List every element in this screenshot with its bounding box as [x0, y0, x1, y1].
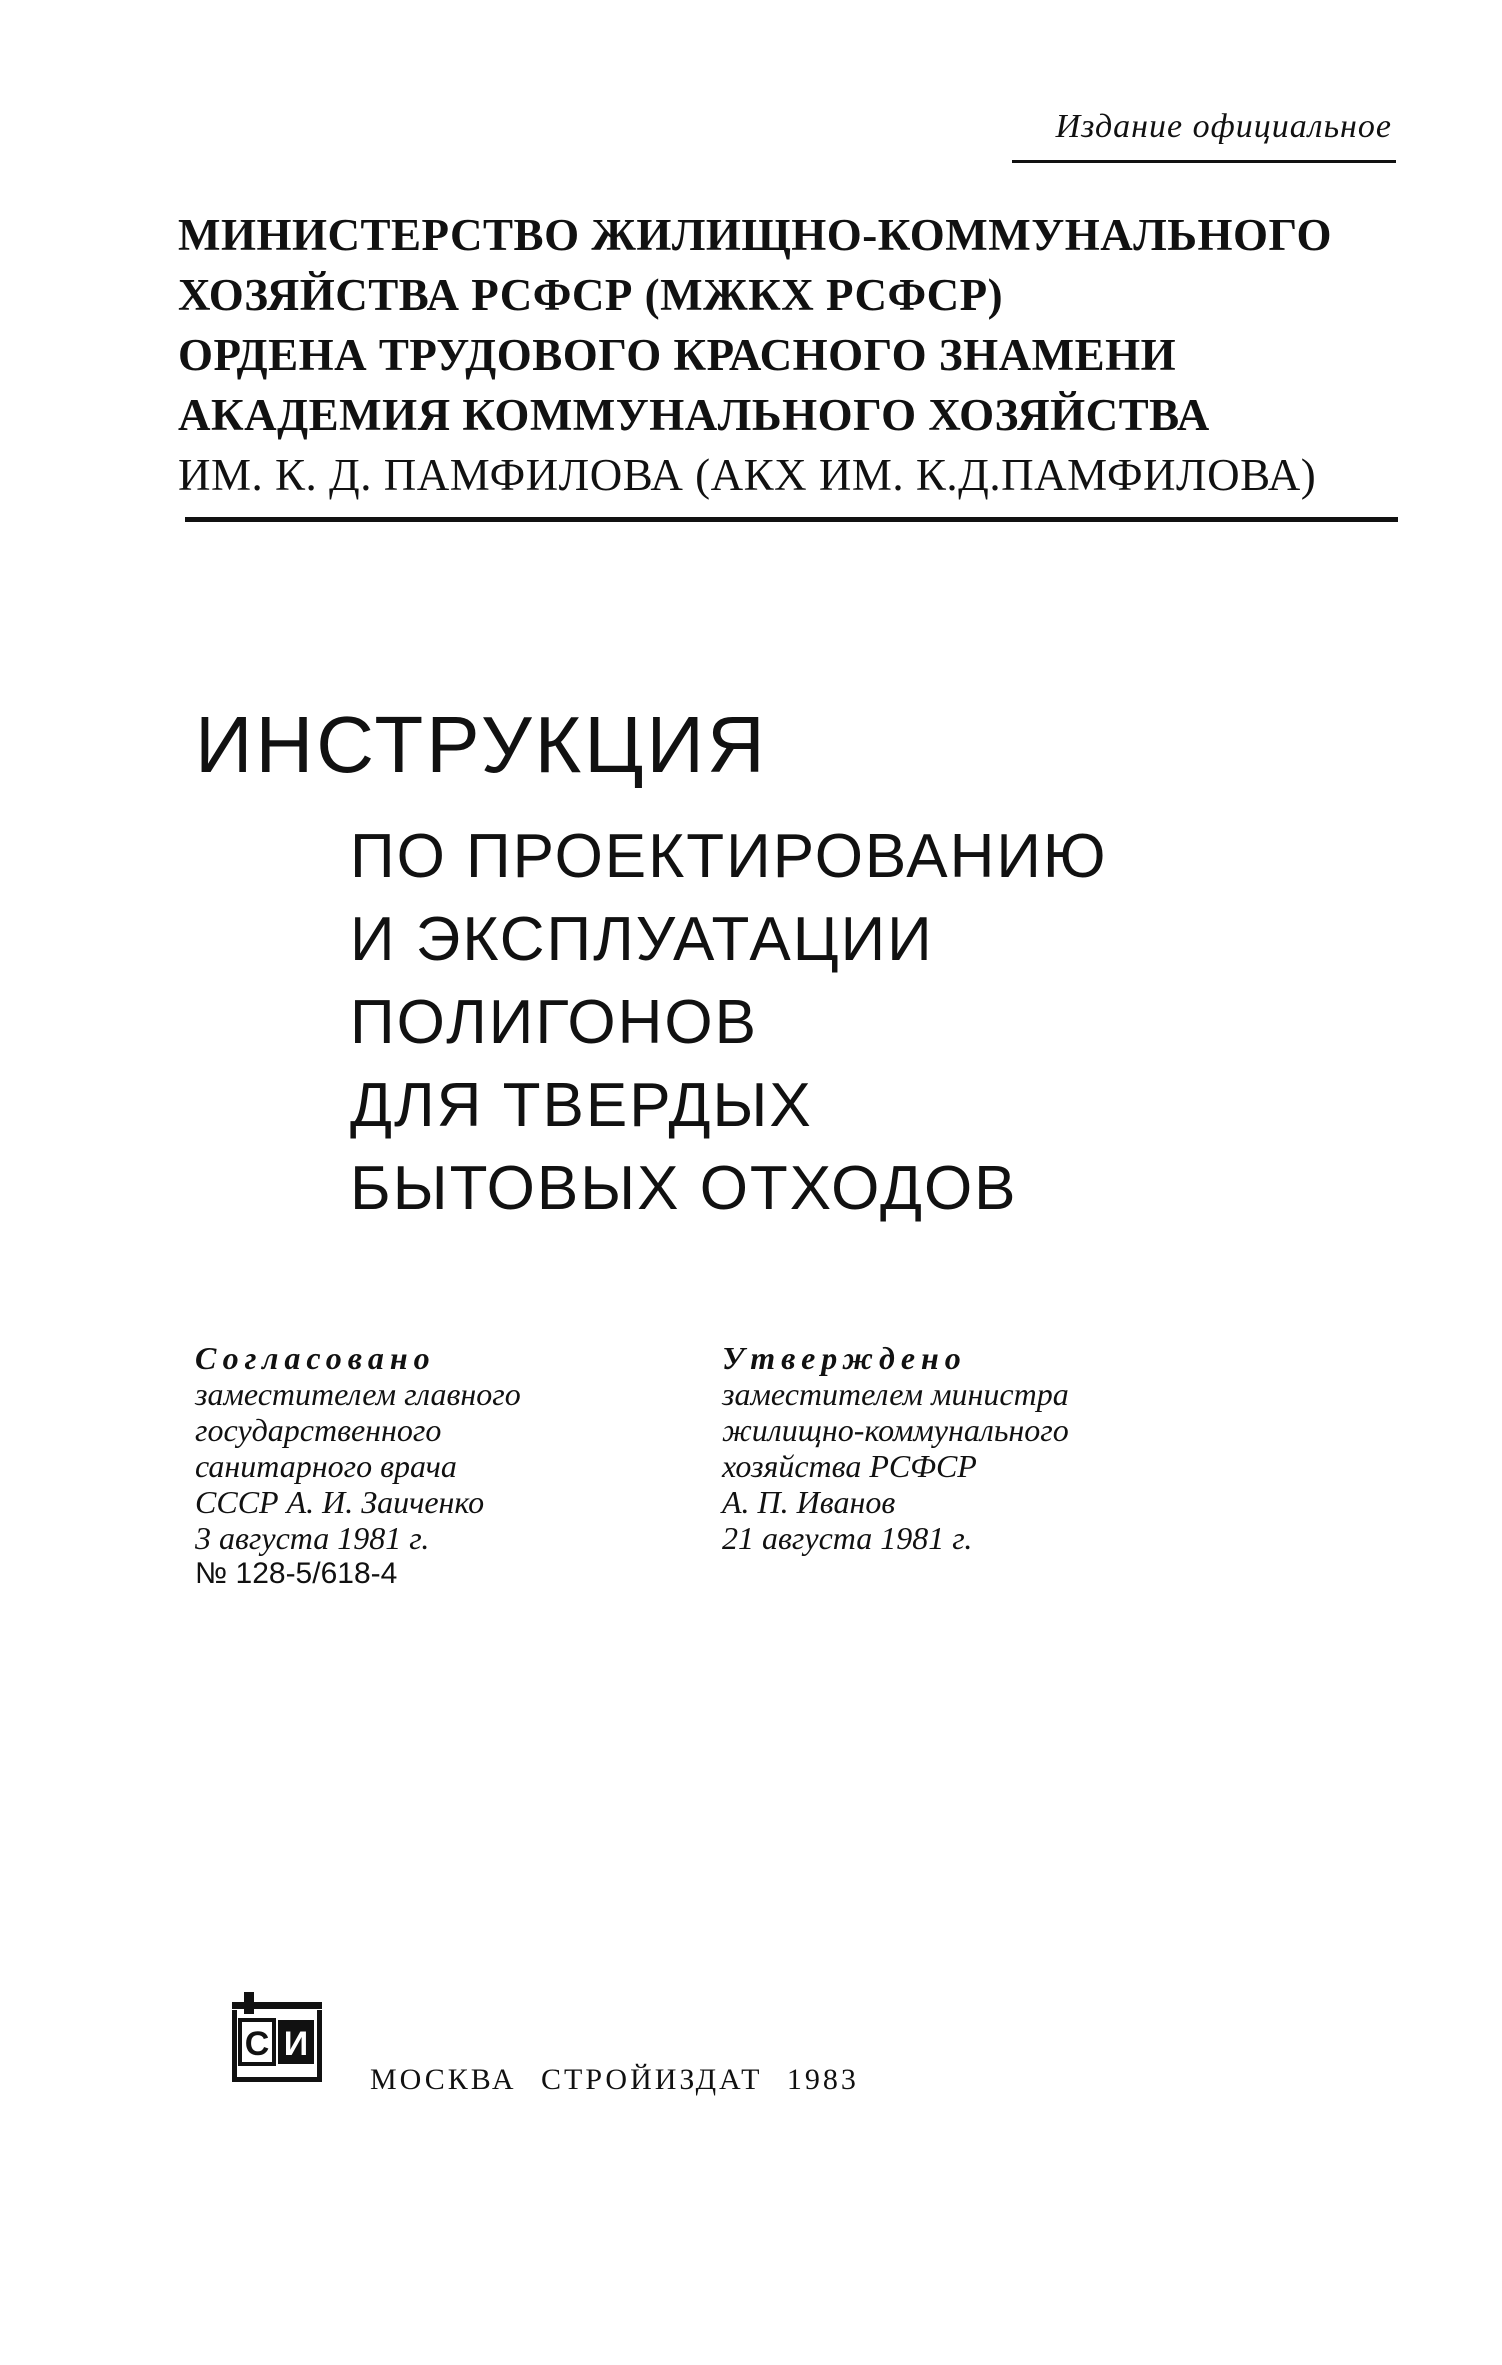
agreed-heading: Согласовано: [195, 1340, 436, 1376]
subtitle-line: ДЛЯ ТВЕРДЫХ: [350, 1071, 813, 1140]
agreed-line: санитарного врача: [195, 1448, 457, 1484]
logo-letter: И: [283, 2025, 309, 2063]
organization-line: АКАДЕМИЯ КОММУНАЛЬНОГО ХОЗЯЙСТВА: [178, 390, 1210, 440]
approved-line: жилищно-коммунального: [722, 1412, 1069, 1448]
agreed-line: 3 августа 1981 г.: [195, 1520, 430, 1556]
edition-label: Издание официальное: [1055, 108, 1392, 145]
organization-line: ХОЗЯЙСТВА РСФСР (МЖКХ РСФСР): [178, 270, 1004, 320]
publisher-year: 1983: [786, 2063, 859, 2096]
agreed-block: [195, 1340, 521, 1592]
edition-rule: [1012, 160, 1396, 163]
approved-line: хозяйства РСФСР: [722, 1448, 977, 1484]
logo-letter: С: [244, 2025, 270, 2063]
approved-line: 21 августа 1981 г.: [722, 1520, 973, 1556]
agreed-line: СССР А. И. Заиченко: [195, 1484, 485, 1520]
approved-block: [722, 1340, 1069, 1556]
subtitle-line: И ЭКСПЛУАТАЦИИ: [350, 905, 934, 974]
agreed-line: государственного: [195, 1412, 442, 1448]
organization-rule: [185, 517, 1398, 522]
publisher-name: СТРОЙИЗДАТ: [541, 2063, 763, 2096]
agreed-line: заместителем главного: [195, 1376, 521, 1412]
publisher-imprint: [370, 2063, 873, 2097]
subtitle-line: ПОЛИГОНОВ: [350, 988, 759, 1057]
document-title: ИНСТРУКЦИЯ: [195, 700, 768, 789]
organization-line: ОРДЕНА ТРУДОВОГО КРАСНОГО ЗНАМЕНИ: [178, 330, 1177, 380]
approved-heading: Утверждено: [722, 1340, 967, 1376]
organization-line: МИНИСТЕРСТВО ЖИЛИЩНО-КОММУНАЛЬНОГО: [178, 210, 1333, 260]
publisher-logo-icon: [228, 1988, 326, 2086]
approved-line: заместителем министра: [722, 1376, 1069, 1412]
document-subtitle: [350, 815, 1108, 1230]
agreed-number: № 128-5/618-4: [195, 1557, 398, 1590]
subtitle-line: ПО ПРОЕКТИРОВАНИЮ: [350, 822, 1108, 891]
subtitle-line: БЫТОВЫХ ОТХОДОВ: [350, 1154, 1018, 1223]
approved-line: А. П. Иванов: [722, 1484, 896, 1520]
publisher-city: МОСКВА: [370, 2063, 517, 2096]
organization-block: [178, 205, 1332, 505]
organization-line: ИМ. К. Д. ПАМФИЛОВА (АКХ ИМ. К.Д.ПАМФИЛОВА): [178, 450, 1317, 500]
